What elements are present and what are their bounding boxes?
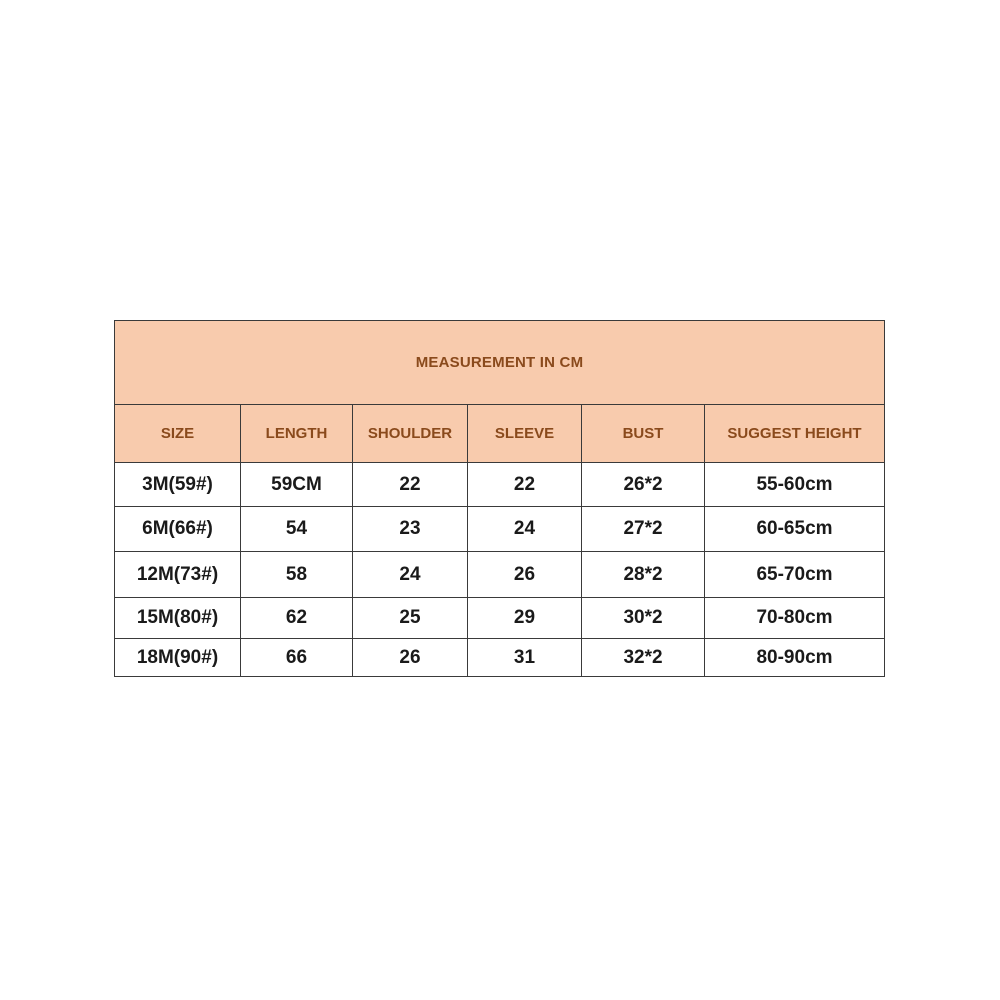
header-shoulder: SHOULDER [353, 405, 468, 463]
cell-bust: 27*2 [582, 507, 705, 552]
cell-sleeve: 31 [468, 639, 582, 677]
cell-bust: 26*2 [582, 463, 705, 507]
cell-shoulder: 22 [353, 463, 468, 507]
cell-length: 54 [241, 507, 353, 552]
table-title-row [115, 321, 885, 405]
cell-bust: 28*2 [582, 552, 705, 598]
cell-shoulder: 23 [353, 507, 468, 552]
table-row [115, 639, 885, 677]
cell-suggest-height: 55-60cm [705, 463, 885, 507]
table-header-row [115, 405, 885, 463]
cell-length: 59CM [241, 463, 353, 507]
table-row [115, 552, 885, 598]
cell-suggest-height: 60-65cm [705, 507, 885, 552]
cell-size: 3M(59#) [115, 463, 241, 507]
cell-suggest-height: 80-90cm [705, 639, 885, 677]
cell-length: 62 [241, 598, 353, 639]
cell-shoulder: 26 [353, 639, 468, 677]
cell-length: 66 [241, 639, 353, 677]
table-row [115, 507, 885, 552]
cell-shoulder: 25 [353, 598, 468, 639]
cell-suggest-height: 70-80cm [705, 598, 885, 639]
header-length: LENGTH [241, 405, 353, 463]
cell-shoulder: 24 [353, 552, 468, 598]
header-sleeve: SLEEVE [468, 405, 582, 463]
cell-sleeve: 24 [468, 507, 582, 552]
cell-size: 6M(66#) [115, 507, 241, 552]
header-suggest-height: SUGGEST HEIGHT [705, 405, 885, 463]
cell-length: 58 [241, 552, 353, 598]
cell-suggest-height: 65-70cm [705, 552, 885, 598]
table-row [115, 598, 885, 639]
cell-sleeve: 26 [468, 552, 582, 598]
cell-sleeve: 22 [468, 463, 582, 507]
cell-sleeve: 29 [468, 598, 582, 639]
cell-size: 12M(73#) [115, 552, 241, 598]
size-chart-table [114, 320, 885, 677]
table-row [115, 463, 885, 507]
cell-bust: 30*2 [582, 598, 705, 639]
cell-size: 18M(90#) [115, 639, 241, 677]
header-size: SIZE [115, 405, 241, 463]
cell-size: 15M(80#) [115, 598, 241, 639]
table-title: MEASUREMENT IN CM [115, 321, 885, 405]
header-bust: BUST [582, 405, 705, 463]
cell-bust: 32*2 [582, 639, 705, 677]
